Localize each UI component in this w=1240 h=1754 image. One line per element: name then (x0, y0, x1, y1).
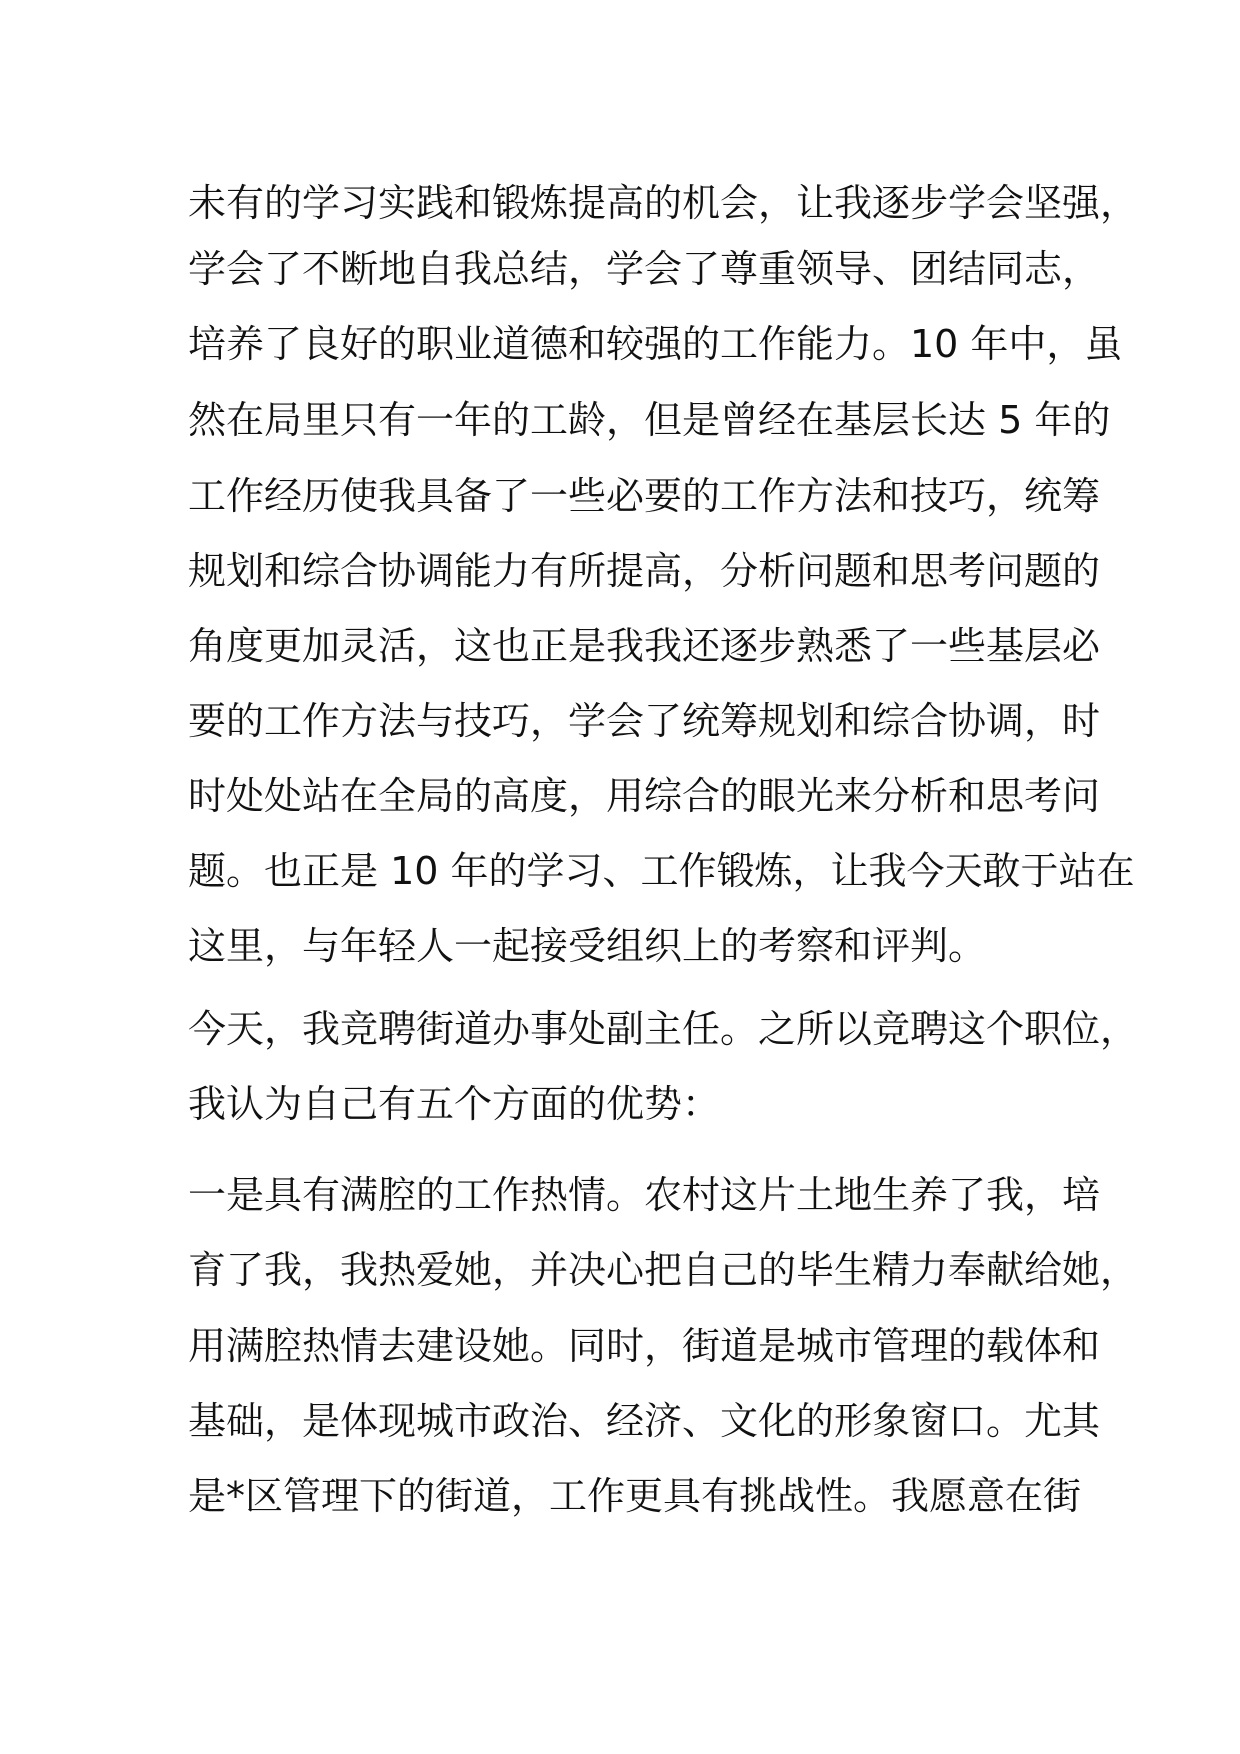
paragraph-1-line-6: 规划和综合协调能力有所提高，分析问题和思考问题的 (188, 549, 1101, 593)
paragraph-1-line-7: 角度更加灵活，这也正是我我还逐步熟悉了一些基层必 (188, 624, 1101, 668)
paragraph-1-line-4: 然在局里只有一年的工龄，但是曾经在基层长达 5 年的 (188, 398, 1111, 442)
paragraph-1-line-11: 这里，与年轻人一起接受组织上的考察和评判。 (188, 924, 987, 968)
paragraph-1-line-2: 学会了不断地自我总结，学会了尊重领导、团结同志， (188, 247, 1101, 291)
paragraph-1-line-1: 未有的学习实践和锻炼提高的机会，让我逐步学会坚强， (188, 181, 1139, 225)
paragraph-2-line-1: 今天，我竞聘街道办事处副主任。之所以竞聘这个职位， (188, 1007, 1139, 1051)
paragraph-1-line-9: 时处处站在全局的高度，用综合的眼光来分析和思考问 (188, 774, 1101, 818)
paragraph-1-line-3: 培养了良好的职业道德和较强的工作能力。10 年中，虽 (188, 322, 1123, 366)
paragraph-1-line-5: 工作经历使我具备了一些必要的工作方法和技巧，统筹 (188, 474, 1101, 518)
paragraph-1-line-10: 题。也正是 10 年的学习、工作锻炼，让我今天敢于站在 (188, 849, 1135, 893)
paragraph-3-line-5: 是*区管理下的街道，工作更具有挑战性。我愿意在街 (188, 1474, 1082, 1518)
paragraph-1-line-8: 要的工作方法与技巧，学会了统筹规划和综合协调，时 (188, 699, 1101, 743)
paragraph-3-line-2: 育了我，我热爱她，并决心把自己的毕生精力奉献给她， (188, 1248, 1139, 1292)
paragraph-3-line-3: 用满腔热情去建设她。同时，街道是城市管理的载体和 (188, 1324, 1101, 1368)
paragraph-3-line-1: 一是具有满腔的工作热情。农村这片土地生养了我，培 (188, 1173, 1101, 1217)
paragraph-3-line-4: 基础，是体现城市政治、经济、文化的形象窗口。尤其 (188, 1399, 1101, 1443)
paragraph-2-line-2: 我认为自己有五个方面的优势： (188, 1082, 721, 1126)
